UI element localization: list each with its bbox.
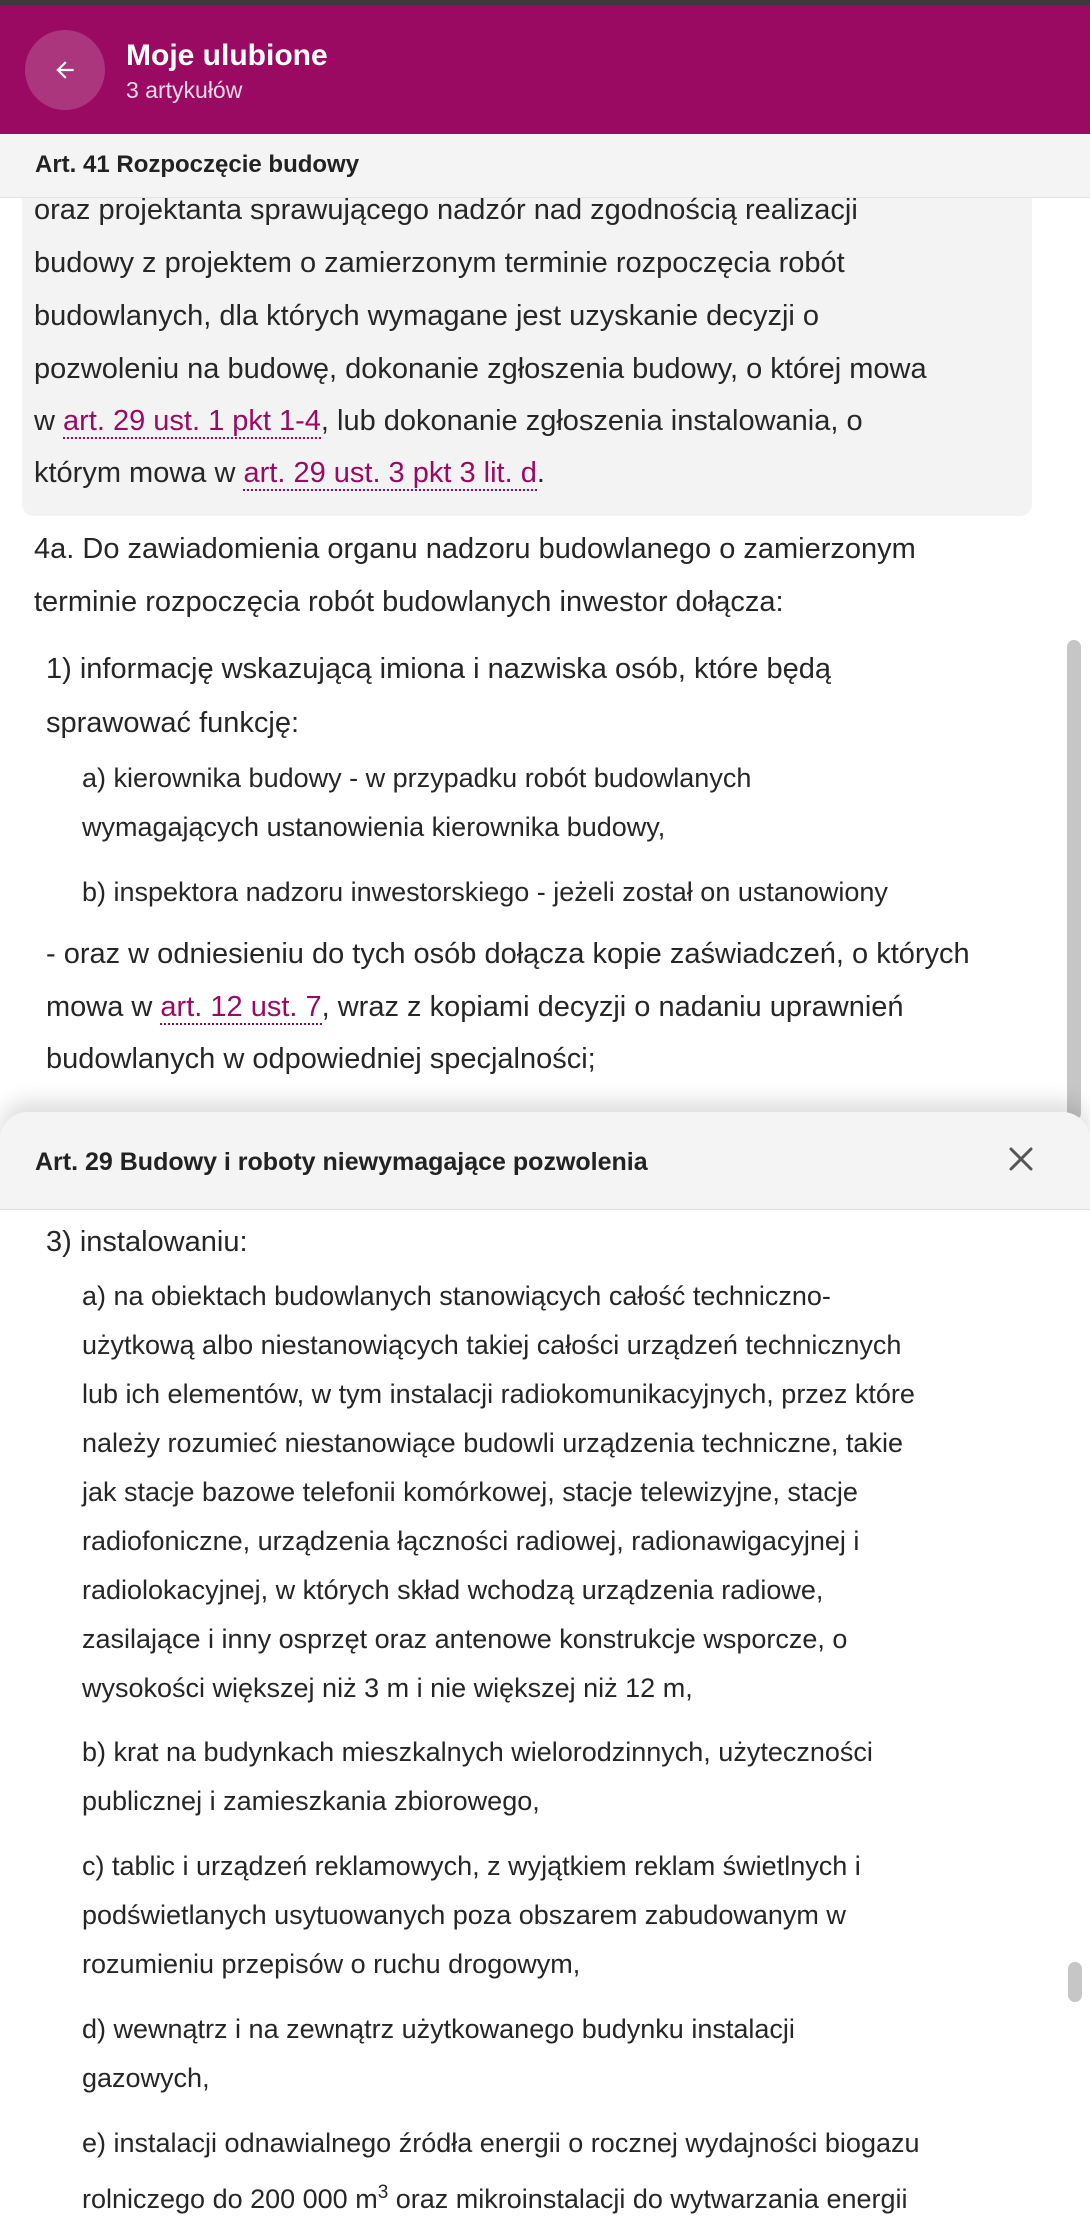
quote-text: , lub dokonanie zgłoszenia instalowania, o	[320, 405, 863, 437]
close-icon	[1008, 1146, 1034, 1172]
sub-item-text: oraz mikroinstalacji do wytwarzania energii	[388, 2184, 908, 2214]
quote-line	[34, 447, 545, 500]
list-item: 3) instalowaniu:	[46, 1226, 248, 1258]
sub-item-line: radiolokacyjnej, w których skład wchodzą urządzenia radiowe,	[82, 1575, 824, 1605]
sub-item-line	[82, 2168, 908, 2220]
sub-item-line: wysokości większej niż 3 m i nie większej niż 12 m,	[82, 1673, 693, 1703]
sub-item-line: podświetlanych usytuowanych poza obszarem zabudowanym w	[82, 1900, 846, 1930]
list-item: sprawować funkcję:	[46, 707, 300, 739]
quote-text: którym mowa w	[34, 457, 244, 489]
sub-item-line: lub ich elementów, w tym instalacji radiokomunikacyjnych, przez które	[82, 1379, 915, 1409]
quote-line: pozwoleniu na budowę, dokonanie zgłoszenia budowy, o której mowa	[34, 353, 927, 385]
sub-item-line: zasilające i inny osprzęt oraz antenowe konstrukcje wsporcze, o	[82, 1624, 848, 1654]
sub-item-line: użytkową albo niestanowiących takiej całości urządzeń technicznych	[82, 1330, 902, 1360]
paragraph-line: - oraz w odniesieniu do tych osób dołącza kopie zaświadczeń, o których	[46, 938, 970, 970]
paragraph-line	[46, 981, 904, 1034]
app-bar	[0, 5, 1090, 134]
paragraph-text: , wraz z kopiami decyzji o nadaniu uprawnień	[321, 991, 904, 1023]
sheet-header: Art. 29 Budowy i roboty niewymagające pozwolenia	[0, 1112, 1090, 1210]
sheet-scrollbar[interactable]	[1068, 1962, 1082, 2002]
arrow-left-icon	[52, 57, 78, 83]
sub-item-line: radiofoniczne, urządzenia łączności radiowej, radionawigacyjnej i	[82, 1526, 860, 1556]
sub-item-line: d) wewnątrz i na zewnątrz użytkowanego budynku instalacji	[82, 2014, 795, 2044]
paragraph-line: 4a. Do zawiadomienia organu nadzoru budowlanego o zamierzonym	[34, 533, 916, 565]
article-popup-sheet	[0, 1112, 1090, 2220]
sub-item-line: rozumieniu przepisów o ruchu drogowym,	[82, 1949, 581, 1979]
article-count: 3 artykułów	[126, 77, 243, 103]
list-item: 1) informację wskazującą imiona i nazwiska osób, które będą	[46, 653, 831, 685]
paragraph-line: budowlanych w odpowiedniej specjalności;	[46, 1043, 596, 1075]
sub-item-line: a) na obiektach budowlanych stanowiących całość techniczno-	[82, 1281, 831, 1311]
sub-item: b) inspektora nadzoru inwestorskiego - jeżeli został on ustanowiony	[82, 877, 888, 907]
paragraph-text: mowa w	[46, 991, 161, 1023]
main-scrollbar[interactable]	[1067, 640, 1081, 1120]
sub-item-line: publicznej i zamieszkania zbiorowego,	[82, 1786, 540, 1816]
sub-item-line: gazowych,	[82, 2063, 210, 2093]
back-button[interactable]	[25, 30, 105, 110]
sub-item: a) kierownika budowy - w przypadku robót budowlanych	[82, 763, 752, 793]
sub-item-line: należy rozumieć niestanowiące budowli urządzenia techniczne, takie	[82, 1428, 903, 1458]
close-button[interactable]	[998, 1136, 1044, 1182]
sub-item-text: rolniczego do 200 000 m	[82, 2184, 378, 2214]
article-link[interactable]: art. 12 ust. 7	[160, 991, 322, 1023]
paragraph-line: terminie rozpoczęcia robót budowlanych inwestor dołącza:	[34, 586, 784, 618]
quote-line	[34, 395, 863, 448]
sub-item-line: b) krat na budynkach mieszkalnych wielorodzinnych, użyteczności	[82, 1737, 873, 1767]
quote-text: w	[34, 405, 63, 437]
superscript: 3	[377, 2182, 389, 2203]
sub-item: wymagających ustanowienia kierownika budowy,	[82, 812, 666, 842]
sub-item-line: jak stacje bazowe telefonii komórkowej, stacje telewizyjne, stacje	[82, 1477, 858, 1507]
page-title: Moje ulubione	[126, 39, 328, 72]
sub-item-line: c) tablic i urządzeń reklamowych, z wyjątkiem reklam świetlnych i	[82, 1851, 861, 1881]
article-header: Art. 41 Rozpoczęcie budowy	[0, 134, 1090, 198]
article-link[interactable]: art. 29 ust. 1 pkt 1-4	[63, 405, 321, 437]
article-link[interactable]: art. 29 ust. 3 pkt 3 lit. d	[243, 457, 537, 489]
quote-text: .	[536, 457, 545, 489]
sub-item-line: e) instalacji odnawialnego źródła energii o rocznej wydajności biogazu	[82, 2128, 920, 2158]
quote-line: budowlanych, dla których wymagane jest uzyskanie decyzji o	[34, 300, 820, 332]
quote-line: oraz projektanta sprawującego nadzór nad zgodnością realizacji	[34, 194, 858, 226]
quote-line: budowy z projektem o zamierzonym terminie rozpoczęcia robót	[34, 247, 845, 279]
